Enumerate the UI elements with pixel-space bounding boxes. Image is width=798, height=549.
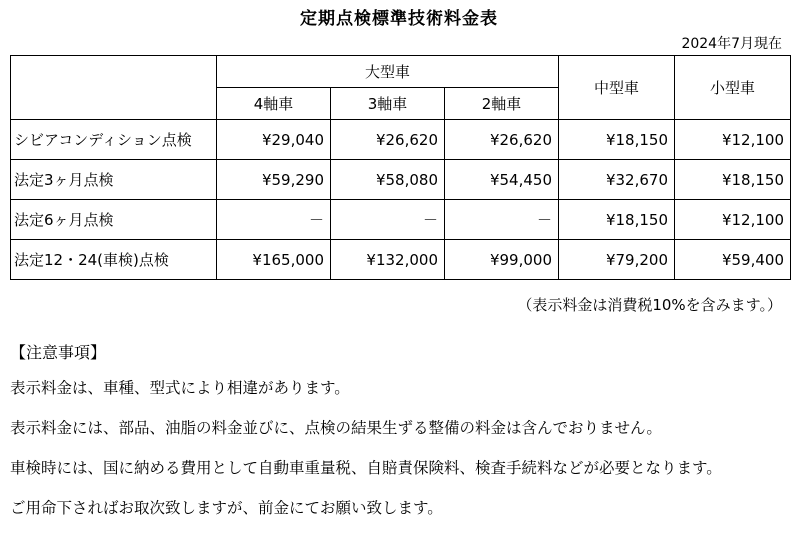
price-cell: ¥26,620 (445, 120, 559, 160)
row-label: 法定12・24(車検)点検 (11, 240, 217, 280)
price-cell: ¥12,100 (675, 120, 791, 160)
row-label: 法定3ヶ月点検 (11, 160, 217, 200)
fee-table (10, 55, 791, 280)
price-cell: ¥54,450 (445, 160, 559, 200)
price-cell: ¥26,620 (331, 120, 445, 160)
price-cell: ¥79,200 (559, 240, 675, 280)
table-row (11, 200, 791, 240)
price-cell: ¥18,150 (559, 120, 675, 160)
price-cell: ¥59,290 (217, 160, 331, 200)
header-small-vehicle: 小型車 (675, 56, 791, 120)
header-large-vehicle: 大型車 (217, 56, 559, 88)
note-item: ご用命下さればお取次致しますが、前金にてお願い致します。 (10, 499, 443, 517)
header-medium-vehicle: 中型車 (559, 56, 675, 120)
row-label: シビアコンディション点検 (11, 120, 217, 160)
table-row (11, 160, 791, 200)
tax-note: （表示料金は消費税10%を含みます。） (517, 296, 782, 314)
table-row (11, 120, 791, 160)
notes-heading: 【注意事項】 (10, 343, 107, 362)
row-label: 法定6ヶ月点検 (11, 200, 217, 240)
header-blank-cell (11, 56, 217, 120)
price-cell: － (445, 200, 559, 240)
header-3-axle: 3軸車 (331, 88, 445, 120)
price-cell: ¥132,000 (331, 240, 445, 280)
price-cell: ¥18,150 (559, 200, 675, 240)
header-2-axle: 2軸車 (445, 88, 559, 120)
price-cell: ¥32,670 (559, 160, 675, 200)
page-title: 定期点検標準技術料金表 (300, 9, 498, 29)
price-cell: ¥59,400 (675, 240, 791, 280)
table-row (11, 240, 791, 280)
price-cell: ¥12,100 (675, 200, 791, 240)
price-cell: ¥99,000 (445, 240, 559, 280)
price-cell: － (217, 200, 331, 240)
price-cell: － (331, 200, 445, 240)
as-of-date: 2024年7月現在 (681, 36, 782, 52)
price-cell: ¥18,150 (675, 160, 791, 200)
price-cell: ¥29,040 (217, 120, 331, 160)
price-cell: ¥165,000 (217, 240, 331, 280)
header-4-axle: 4軸車 (217, 88, 331, 120)
note-item: 表示料金は、車種、型式により相違があります。 (10, 379, 350, 397)
note-item: 表示料金には、部品、油脂の料金並びに、点検の結果生ずる整備の料金は含んでおりません。 (10, 419, 662, 437)
price-cell: ¥58,080 (331, 160, 445, 200)
note-item: 車検時には、国に納める費用として自動車重量税、自賠責保険料、検査手続料などが必要となります。 (10, 459, 722, 477)
table-header-row (11, 56, 791, 88)
